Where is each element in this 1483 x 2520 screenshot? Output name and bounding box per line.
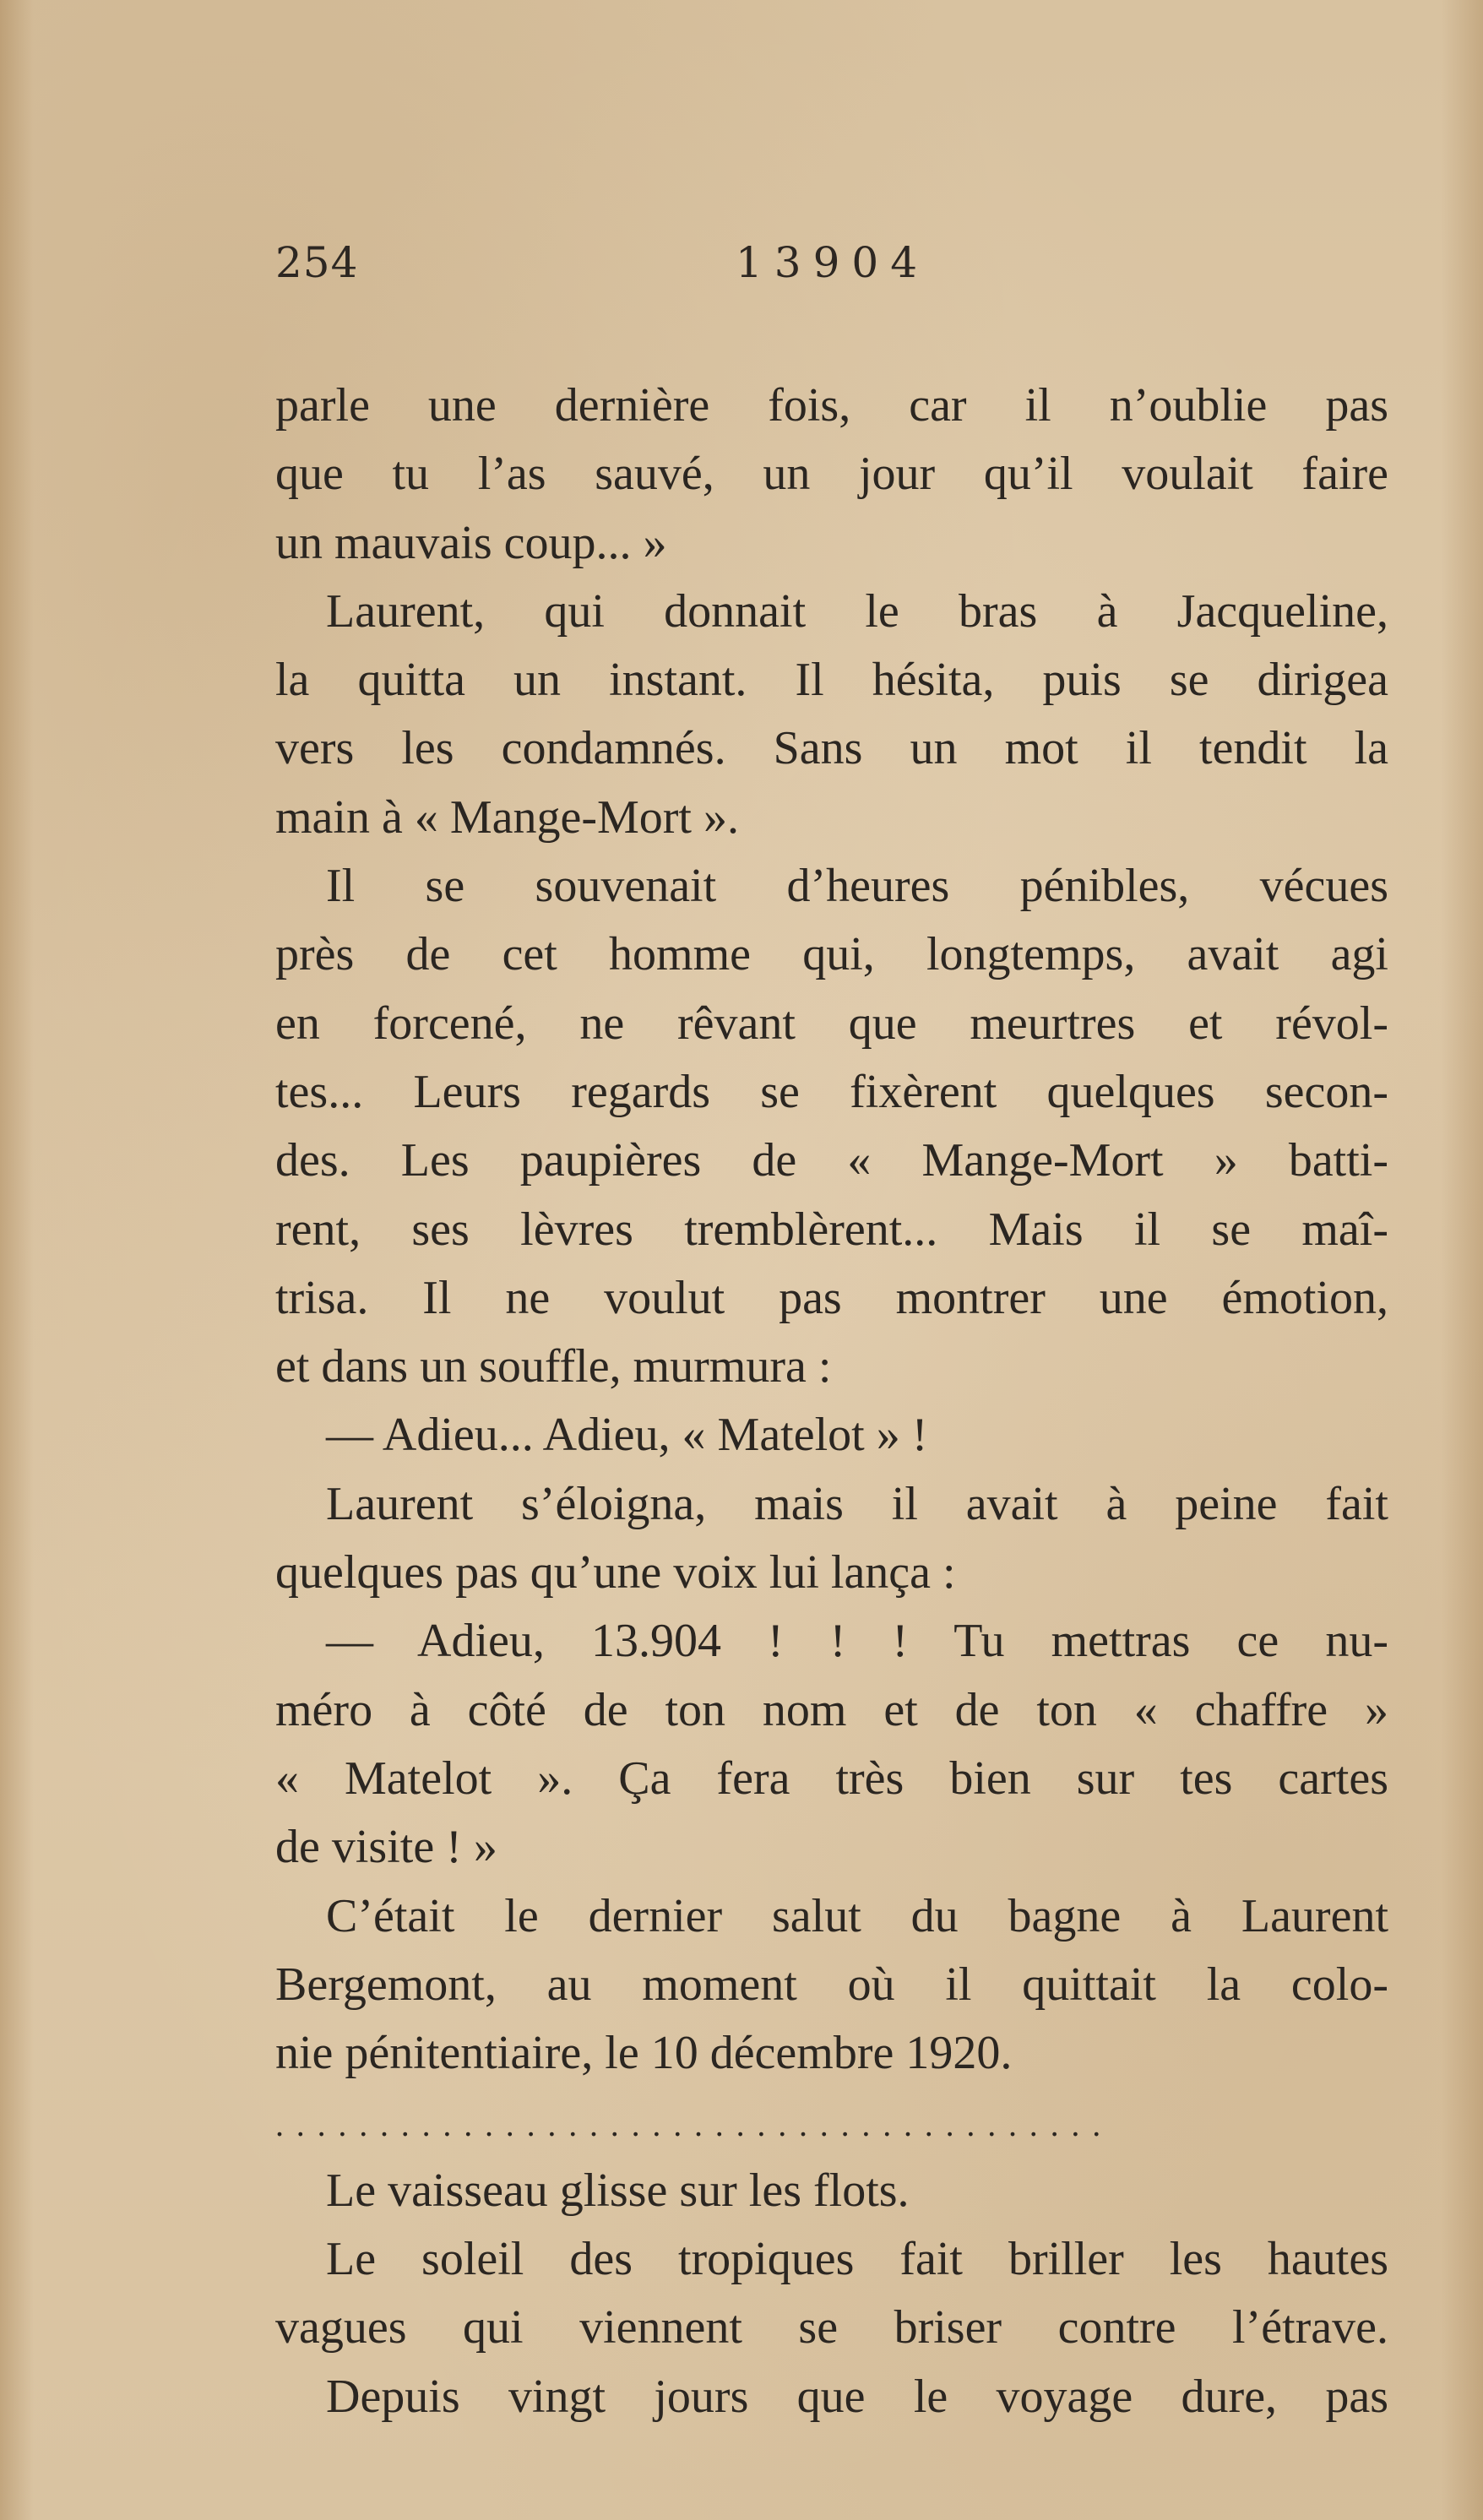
text-line: et dans un souffle, murmura :	[275, 1340, 832, 1393]
text-line: vagues qui viennent se briser contre l’étrave.	[275, 2301, 1388, 2354]
page-number: 254	[275, 238, 359, 287]
paragraph-start-line: Laurent, qui donnait le bras à Jacqueline,	[326, 584, 1388, 638]
text-line: en forcené, ne rêvant que meurtres et révol-	[275, 997, 1388, 1050]
text-line: rent, ses lèvres tremblèrent... Mais il se maî-	[275, 1203, 1388, 1256]
text-line: Bergemont, au moment où il quittait la colo-	[275, 1958, 1388, 2011]
paragraph-start-line: Depuis vingt jours que le voyage dure, pas	[326, 2370, 1388, 2423]
text-line: nie pénitentiaire, le 10 décembre 1920.	[275, 2027, 1013, 2080]
paragraph-start-line: C’était le dernier salut du bagne à Laurent	[326, 1889, 1388, 1942]
dialogue-line: — Adieu... Adieu, « Matelot » !	[326, 1409, 928, 1462]
text-line: parle une dernière fois, car il n’oublie pas	[275, 379, 1388, 432]
paragraph-start-line: Le vaisseau glisse sur les flots.	[326, 2164, 910, 2217]
text-line: trisa. Il ne voulut pas montrer une émotion,	[275, 1271, 1388, 1324]
text-line: un mauvais coup... »	[275, 516, 667, 569]
body-text	[275, 372, 1388, 2431]
section-separator: ........................................	[275, 2105, 1113, 2144]
text-line: que tu l’as sauvé, un jour qu’il voulait faire	[275, 448, 1388, 501]
page-edge-shadow-left	[0, 0, 34, 2520]
paragraph-start-line: Le soleil des tropiques fait briller les hautes	[326, 2233, 1388, 2286]
text-line: près de cet homme qui, longtemps, avait agi	[275, 928, 1388, 981]
text-line: « Matelot ». Ça fera très bien sur tes cartes	[275, 1752, 1388, 1805]
text-line: de visite ! »	[275, 1821, 497, 1874]
text-line: la quitta un instant. Il hésita, puis se dirigea	[275, 654, 1388, 707]
text-line: vers les condamnés. Sans un mot il tendit la	[275, 722, 1388, 775]
paragraph-start-line: Il se souvenait d’heures pénibles, vécues	[326, 860, 1388, 913]
running-title: 13904	[736, 238, 930, 287]
text-line: tes... Leurs regards se fixèrent quelques secon-	[275, 1065, 1388, 1118]
text-line: des. Les paupières de « Mange-Mort » batti-	[275, 1134, 1388, 1187]
paragraph-start-line: Laurent s’éloigna, mais il avait à peine fait	[326, 1477, 1388, 1530]
dialogue-line: — Adieu, 13.904 ! ! ! Tu mettras ce nu-	[326, 1615, 1388, 1668]
page-header	[275, 238, 1035, 297]
text-line: quelques pas qu’une voix lui lança :	[275, 1546, 956, 1599]
page-edge-shadow-right	[1441, 0, 1483, 2520]
text-line: méro à côté de ton nom et de ton « chaffre »	[275, 1683, 1388, 1736]
text-line: main à « Mange-Mort ».	[275, 790, 739, 844]
